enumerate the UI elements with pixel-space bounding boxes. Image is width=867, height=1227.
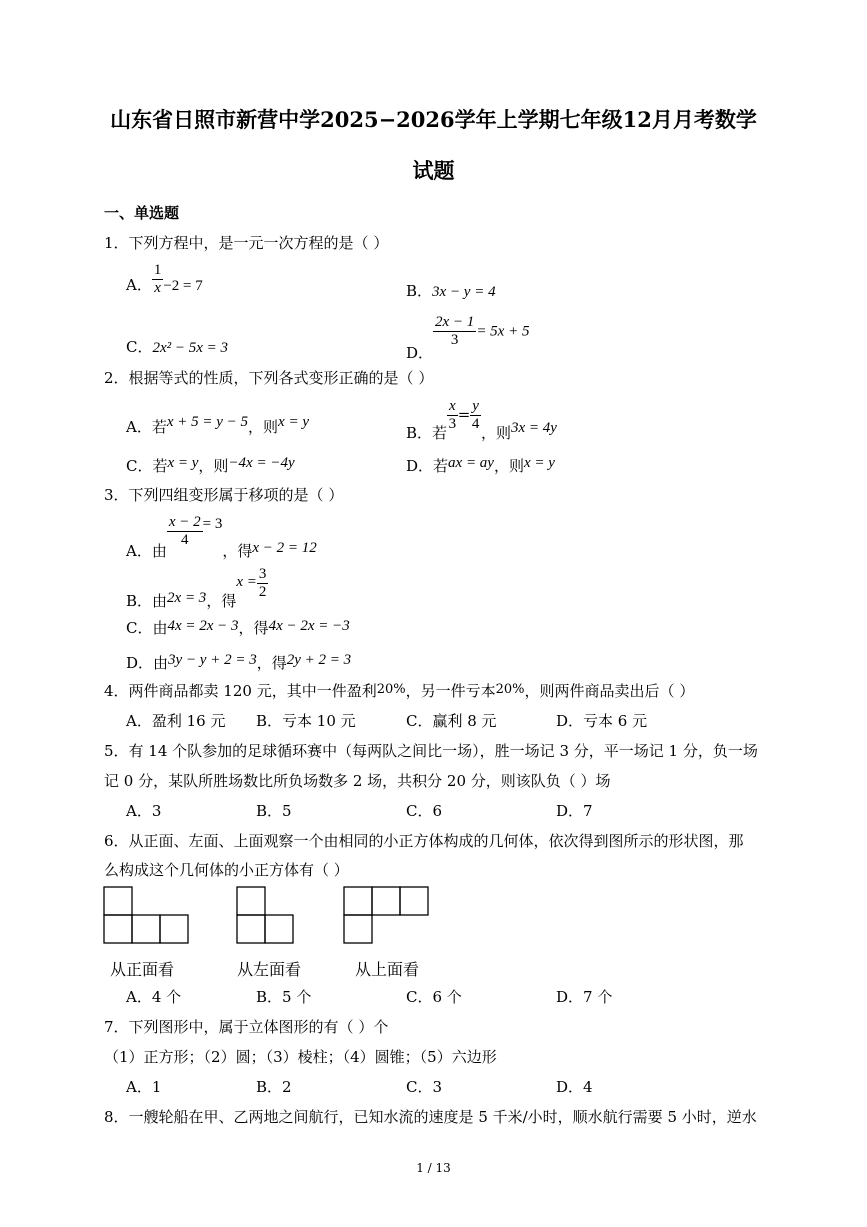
q5-option-c: C．6: [406, 802, 443, 820]
q2-a-mid: ，则: [248, 418, 279, 436]
q4-option-c: C．赢利 8 元: [406, 712, 497, 730]
q3-a-mid: ，得: [222, 541, 253, 560]
q3-d-expr2: 2y + 2 = 3: [286, 652, 352, 668]
q2-b-eq: =: [457, 405, 471, 424]
q6-option-b: B．5 个: [256, 988, 312, 1006]
q3-c-mid: ，得: [238, 619, 269, 637]
section-heading: 一、单选题: [104, 204, 180, 222]
q2-c-label: C．若: [126, 457, 168, 475]
q1-b-expr: 3x − y = 4: [432, 284, 496, 300]
q2-option-b: [406, 398, 557, 442]
top-view-drawing: [343, 886, 431, 944]
q1-a-num: 1: [153, 262, 162, 278]
q2-c-mid: ，则: [198, 457, 229, 475]
top-view-figure: [343, 886, 431, 944]
left-view-figure: [236, 886, 296, 944]
top-view-caption: 从上面看: [355, 960, 420, 979]
left-view-caption: 从左面看: [237, 960, 302, 979]
q3-c-expr2: 4x − 2x = −3: [268, 618, 350, 634]
q1-option-b: [406, 280, 496, 301]
page-number: 1 / 13: [416, 1161, 451, 1175]
q2-b-num2: y: [472, 398, 479, 414]
q1-a-fraction: [152, 262, 164, 297]
q5-option-d: D．7: [556, 802, 593, 820]
q3-a-label: A．由: [126, 541, 167, 560]
title-line-2: 试题: [412, 158, 455, 183]
q6-line-1: 6．从正面、左面、上面观察一个由相同的小正方体构成的几何体，依次得到图所示的形状图，那: [104, 832, 744, 850]
q2-c-expr1: x = y: [167, 455, 199, 471]
front-view-figure: [103, 886, 191, 944]
q1-d-den: 3: [450, 332, 459, 348]
q1-a-rest: −2 = 7: [163, 278, 203, 294]
q1-option-d: [406, 314, 530, 362]
q2-b-expr2: 3x = 4y: [510, 419, 557, 436]
q1-a-den: x: [154, 280, 161, 296]
q3-b-num: 3: [258, 566, 267, 582]
q4-stem-c: ，则两件商品卖出后（ ）: [524, 682, 695, 700]
q2-d-expr2: x = y: [523, 455, 555, 471]
left-view-drawing: [236, 886, 296, 944]
q3-option-a: [126, 514, 317, 560]
q8-line-1: 8．一艘轮船在甲、乙两地之间航行，已知水流的速度是 5 千米/小时，顺水航行需要 5 小时，逆水: [104, 1108, 757, 1126]
q1-d-rest: = 5x + 5: [476, 323, 530, 340]
q3-d-expr1: 3y − y + 2 = 3: [168, 652, 257, 668]
q3-b-pre: x =: [236, 573, 257, 590]
q1-c-expr: 2x² − 5x = 3: [152, 340, 229, 356]
q1-stem: 1．下列方程中，是一元一次方程的是（ ）: [104, 234, 389, 252]
q5-line-1: 5．有 14 个队参加的足球循环赛中（每两队之间比一场），胜一场记 3 分，平一场记 1 分，负一场: [104, 742, 758, 760]
q7-option-d: D．4: [556, 1078, 593, 1096]
q1-option-c: [126, 336, 228, 357]
q3-b-den: 2: [258, 584, 267, 600]
q7-option-b: B．2: [256, 1078, 292, 1096]
q2-b-label: B．若: [406, 423, 448, 442]
q3-a-num: x − 2: [168, 514, 201, 530]
q3-d-label: D．由: [126, 654, 169, 672]
q1-d-fraction: [433, 314, 476, 349]
q1-b-label: B．: [406, 282, 433, 300]
q3-b-mid: ，得: [206, 591, 237, 610]
q3-stem: 3．下列四组变形属于移项的是（ ）: [104, 486, 344, 504]
q2-option-c: [126, 455, 295, 476]
q3-b-label: B．由: [126, 591, 168, 610]
q2-b-mid: ，则: [480, 423, 511, 442]
q4-option-a: A．盈利 16 元: [126, 712, 226, 730]
q1-c-label: C．: [126, 338, 153, 356]
q2-a-label: A．若: [126, 418, 167, 436]
q2-b-frac1: [447, 398, 458, 433]
q3-b-expr1: 2x = 3: [167, 589, 207, 606]
q3-a-rest: = 3: [202, 515, 223, 532]
q7-option-a: A．1: [126, 1078, 162, 1096]
q3-c-label: C．由: [126, 619, 168, 637]
q2-d-mid: ，则: [493, 457, 524, 475]
q3-option-c: [126, 617, 350, 638]
q7-option-c: C．3: [406, 1078, 443, 1096]
q3-d-mid: ，得: [256, 654, 287, 672]
q1-d-num: 2x − 1: [435, 314, 475, 330]
q2-a-expr1: x + 5 = y − 5: [166, 414, 249, 430]
q7-stem: 7．下列图形中，属于立体图形的有（ ）个: [104, 1018, 389, 1036]
q3-a-expr2: x − 2 = 12: [252, 539, 317, 556]
q4-stem-b: ，另一件亏本: [405, 682, 496, 700]
q2-b-frac2: [470, 398, 481, 433]
q1-option-a: [126, 262, 203, 297]
q3-b-fraction: [257, 566, 269, 601]
q5-line-2: 记 0 分，某队所胜场数比所负场数多 2 场，共积分 20 分，则该队负（ ）场: [104, 772, 611, 790]
q6-option-a: A．4 个: [126, 988, 182, 1006]
q5-option-b: B．5: [256, 802, 292, 820]
q4-stem-a: 4．两件商品都卖 120 元，其中一件盈利: [104, 682, 377, 700]
q7-items: （1）正方形；（2）圆；（3）棱柱；（4）圆锥；（5）六边形: [104, 1048, 497, 1066]
q2-option-a: [126, 416, 309, 437]
q2-option-d: [406, 455, 555, 476]
front-view-caption: 从正面看: [110, 960, 175, 979]
q2-b-den2: 4: [471, 416, 480, 432]
q2-d-expr1: ax = ay: [448, 455, 494, 471]
q3-a-fraction: [167, 514, 203, 549]
q2-d-label: D．若: [406, 457, 449, 475]
q4-pct2: 20%: [495, 682, 525, 697]
q6-option-d: D．7 个: [556, 988, 613, 1006]
q2-b-num1: x: [449, 398, 456, 414]
front-view-drawing: [103, 886, 191, 944]
q1-a-label: A．: [126, 276, 152, 294]
q2-c-expr2: −4x = −4y: [228, 455, 295, 471]
q3-option-b: [126, 566, 268, 610]
q4-pct1: 20%: [376, 682, 406, 697]
q3-c-expr1: 4x = 2x − 3: [167, 618, 239, 634]
q2-stem: 2．根据等式的性质，下列各式变形正确的是（ ）: [104, 369, 434, 387]
q3-option-d: [126, 652, 351, 673]
q1-d-label: D．: [406, 343, 434, 362]
q4-option-b: B．亏本 10 元: [256, 712, 356, 730]
q2-a-expr2: x = y: [278, 414, 309, 430]
q5-option-a: A．3: [126, 802, 162, 820]
q6-option-c: C．6 个: [406, 988, 462, 1006]
title-line-1: 山东省日照市新营中学2025−2026学年上学期七年级12月月考数学: [110, 107, 757, 132]
q4-stem: [104, 680, 694, 701]
q2-b-den1: 3: [448, 416, 457, 432]
q6-line-2: 么构成这个几何体的小正方体有（ ）: [104, 861, 349, 879]
q4-option-d: D．亏本 6 元: [556, 712, 648, 730]
q3-a-den: 4: [180, 532, 189, 548]
